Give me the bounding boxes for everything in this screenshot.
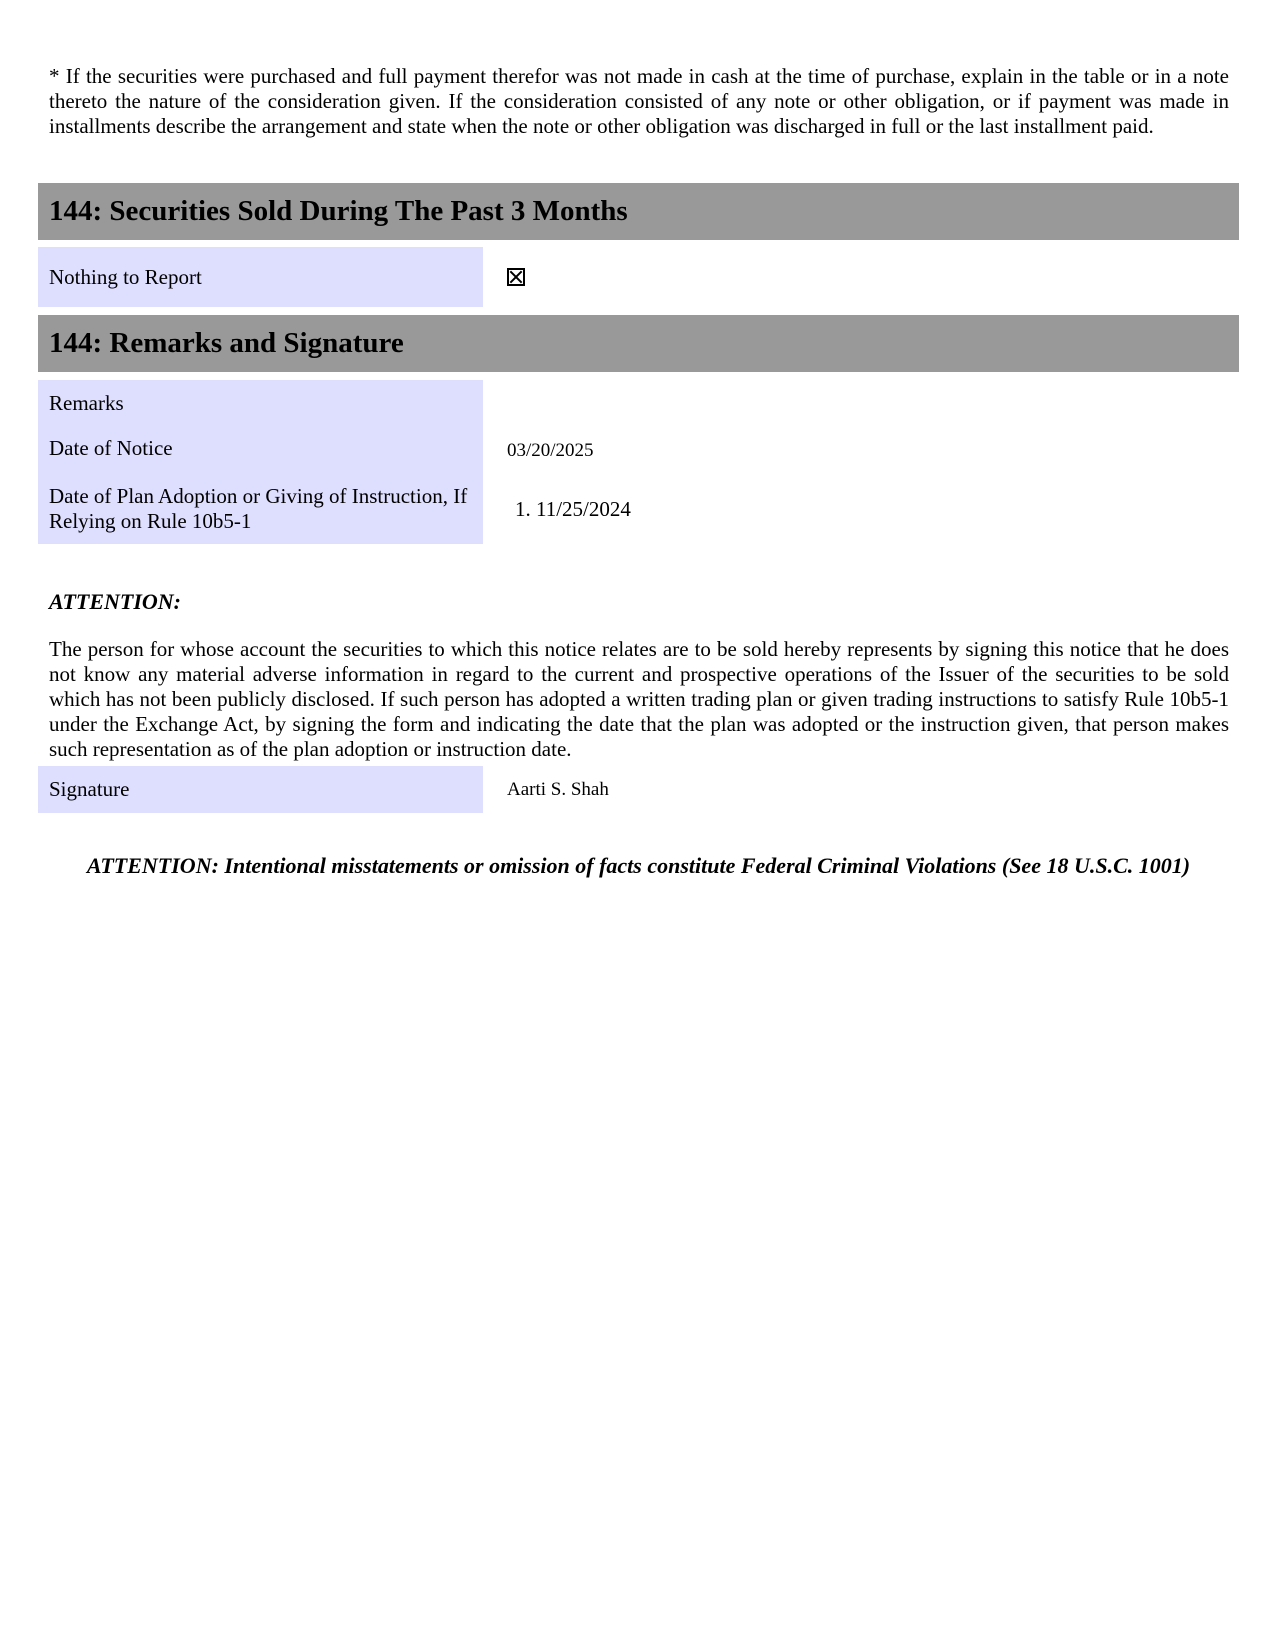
attention-heading: ATTENTION: [49, 589, 181, 614]
date-of-notice-value: 03/20/2025 [507, 440, 594, 461]
nothing-to-report-row [38, 247, 1239, 307]
nothing-to-report-label: Nothing to Report [38, 247, 483, 307]
remarks-label: Remarks [38, 380, 483, 426]
section-header-remarks-signature: 144: Remarks and Signature [38, 315, 1239, 372]
remarks-value [495, 380, 1239, 426]
signature-row [38, 766, 1239, 813]
payment-footnote: * If the securities were purchased and full payment therefor was not made in cash at the time of purchase, explain in the table or in a note thereto the nature of the consideration given. If the consideration consisted of any note or other obligation, or if payment was made in installments describe the arrangement and state when the note or other obligation was discharged in full or the last installment paid. [49, 64, 1229, 138]
plan-adoption-date-list [507, 497, 1239, 522]
attention-statement: The person for whose account the securities to which this notice relates are to be sold hereby represents by signing this notice that he does not know any material adverse information in regard to the current and prospective operations of the Issuer of the securities to be sold which has not been publicly disclosed. If such person has adopted a written trading plan or given trading instructions to satisfy Rule 10b5-1 under the Exchange Act, by signing the form and indicating the date that the plan was adopted or the instruction given, that person makes such representation as of the plan adoption or instruction date. [49, 637, 1229, 761]
date-of-notice-row [38, 426, 1239, 472]
remarks-row [38, 380, 1239, 426]
plan-adoption-value [495, 472, 1239, 544]
date-of-notice-label: Date of Notice [38, 426, 483, 472]
signature-value: Aarti S. Shah [507, 779, 609, 800]
plan-adoption-label: Date of Plan Adoption or Giving of Instruction, If Relying on Rule 10b5-1 [38, 472, 483, 544]
plan-adoption-date-item: 1. 11/25/2024 [536, 497, 1239, 522]
checked-checkbox-icon [507, 268, 525, 286]
nothing-to-report-value [495, 247, 1239, 307]
criminal-violation-warning: ATTENTION: Intentional misstatements or omission of facts constitute Federal Criminal Violations (See 18 U.S.C. 1001) [86, 853, 1191, 878]
section-header-securities-sold: 144: Securities Sold During The Past 3 Months [38, 183, 1239, 240]
signature-label: Signature [38, 766, 483, 813]
plan-adoption-row [38, 472, 1239, 544]
